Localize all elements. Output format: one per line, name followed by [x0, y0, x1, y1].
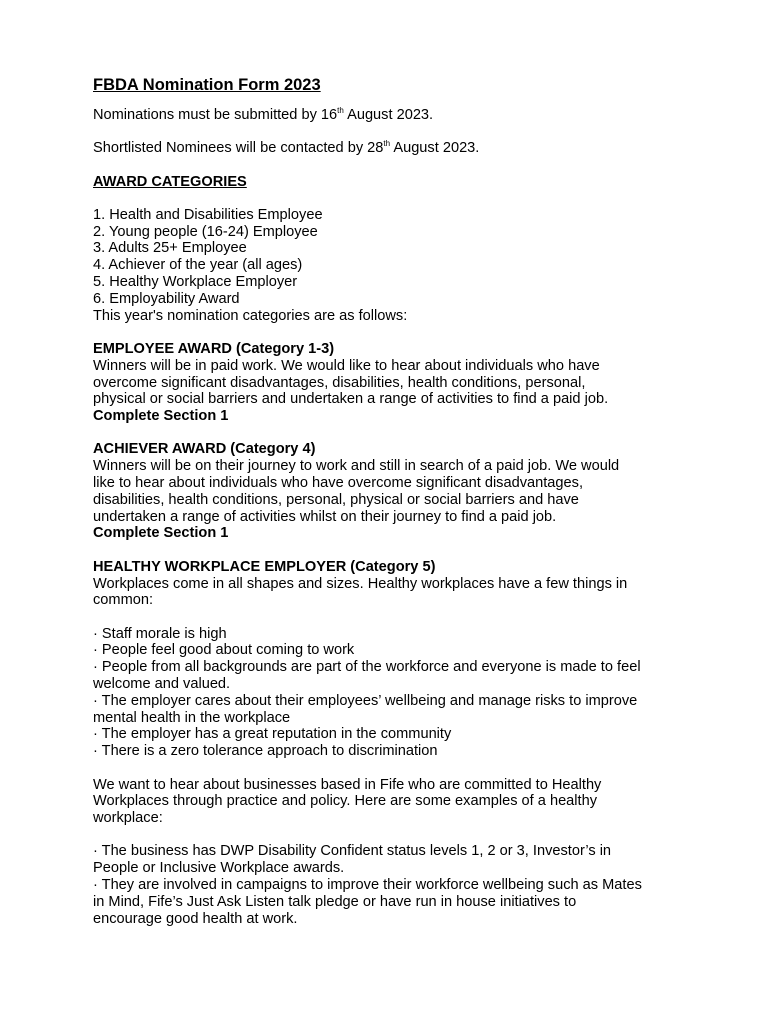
category-item: 1. Health and Disabilities Employee: [93, 206, 323, 223]
healthy-workplace-bullets: [93, 626, 693, 760]
body-line: workplace:: [93, 810, 163, 827]
bullet-line: · The employer cares about their employees’ wellbeing and manage risks to improve: [93, 692, 638, 709]
bullet-line: welcome and valued.: [93, 676, 231, 693]
body-line: overcome significant disadvantages, disabilities, health conditions, personal,: [93, 374, 586, 391]
deadline-text-main: Nominations must be submitted by 16: [93, 107, 338, 123]
bullet-line: · There is a zero tolerance approach to discrimination: [93, 743, 438, 760]
category-item: 4. Achiever of the year (all ages): [93, 257, 303, 274]
healthy-workplace-heading: HEALTHY WORKPLACE EMPLOYER (Category 5): [93, 558, 436, 575]
category-item: 3. Adults 25+ Employee: [93, 240, 247, 257]
example-line: · They are involved in campaigns to improve their workforce wellbeing such as Mates: [93, 876, 642, 893]
contact-text-main: Shortlisted Nominees will be contacted by 28: [93, 140, 384, 157]
body-line: like to hear about individuals who have overcome significant disadvantages,: [93, 475, 583, 492]
bullet-line: · People from all backgrounds are part of the workforce and everyone is made to feel: [93, 659, 641, 676]
example-line: People or Inclusive Workplace awards.: [93, 860, 345, 877]
document-page: [93, 74, 693, 927]
employee-award-section-note: Complete Section 1: [93, 408, 229, 425]
bullet-line: mental health in the workplace: [93, 709, 291, 726]
fife-paragraph: [93, 777, 693, 827]
bullet-line: · People feel good about coming to work: [93, 642, 355, 659]
body-line: common:: [93, 592, 154, 609]
achiever-award-section-note: Complete Section 1: [93, 525, 229, 542]
example-line: encourage good health at work.: [93, 910, 298, 927]
example-line: · The business has DWP Disability Confident status levels 1, 2 or 3, Investor’s in: [93, 843, 612, 860]
contact-text-end: August 2023.: [390, 140, 480, 157]
deadline-superscript: th: [337, 106, 344, 115]
employee-award-heading: EMPLOYEE AWARD (Category 1-3): [93, 340, 335, 357]
body-line: Winners will be in paid work. We would like to hear about individuals who have: [93, 357, 600, 374]
employee-award-section: [93, 341, 693, 425]
healthy-workplace-intro: [93, 559, 693, 609]
body-line: Workplaces through practice and policy. Here are some examples of a healthy: [93, 793, 598, 810]
award-categories-heading: AWARD CATEGORIES: [93, 173, 247, 190]
achiever-award-heading: ACHIEVER AWARD (Category 4): [93, 441, 316, 458]
contact-text: [93, 140, 693, 157]
contact-superscript: th: [383, 139, 391, 149]
body-line: disabilities, health conditions, personal, physical or social barriers and have: [93, 491, 579, 508]
examples-list: [93, 843, 693, 927]
bullet-line: · Staff morale is high: [93, 625, 227, 642]
body-line: We want to hear about businesses based in Fife who are committed to Healthy: [93, 776, 602, 793]
categories-list: [93, 207, 693, 308]
bullet-line: · The employer has a great reputation in the community: [93, 726, 452, 743]
example-line: in Mind, Fife’s Just Ask Listen talk pledge or have run in house initiatives to: [93, 893, 577, 910]
category-item: 6. Employability Award: [93, 290, 240, 307]
page-title: FBDA Nomination Form 2023: [93, 76, 321, 94]
body-line: physical or social barriers and undertaken a range of activities to find a paid job.: [93, 391, 609, 408]
body-line: Winners will be on their journey to work and still in search of a paid job. We would: [93, 458, 620, 475]
category-item: 5. Healthy Workplace Employer: [93, 274, 298, 291]
achiever-award-section: [93, 441, 693, 542]
body-line: Workplaces come in all shapes and sizes. Healthy workplaces have a few things in: [93, 575, 628, 592]
intro-text: This year's nomination categories are as follows:: [93, 307, 408, 324]
deadline-text-end: August 2023.: [343, 107, 434, 123]
category-item: 2. Young people (16-24) Employee: [93, 223, 318, 240]
deadline-text: [93, 107, 693, 124]
body-line: undertaken a range of activities whilst on their journey to find a paid job.: [93, 508, 557, 525]
